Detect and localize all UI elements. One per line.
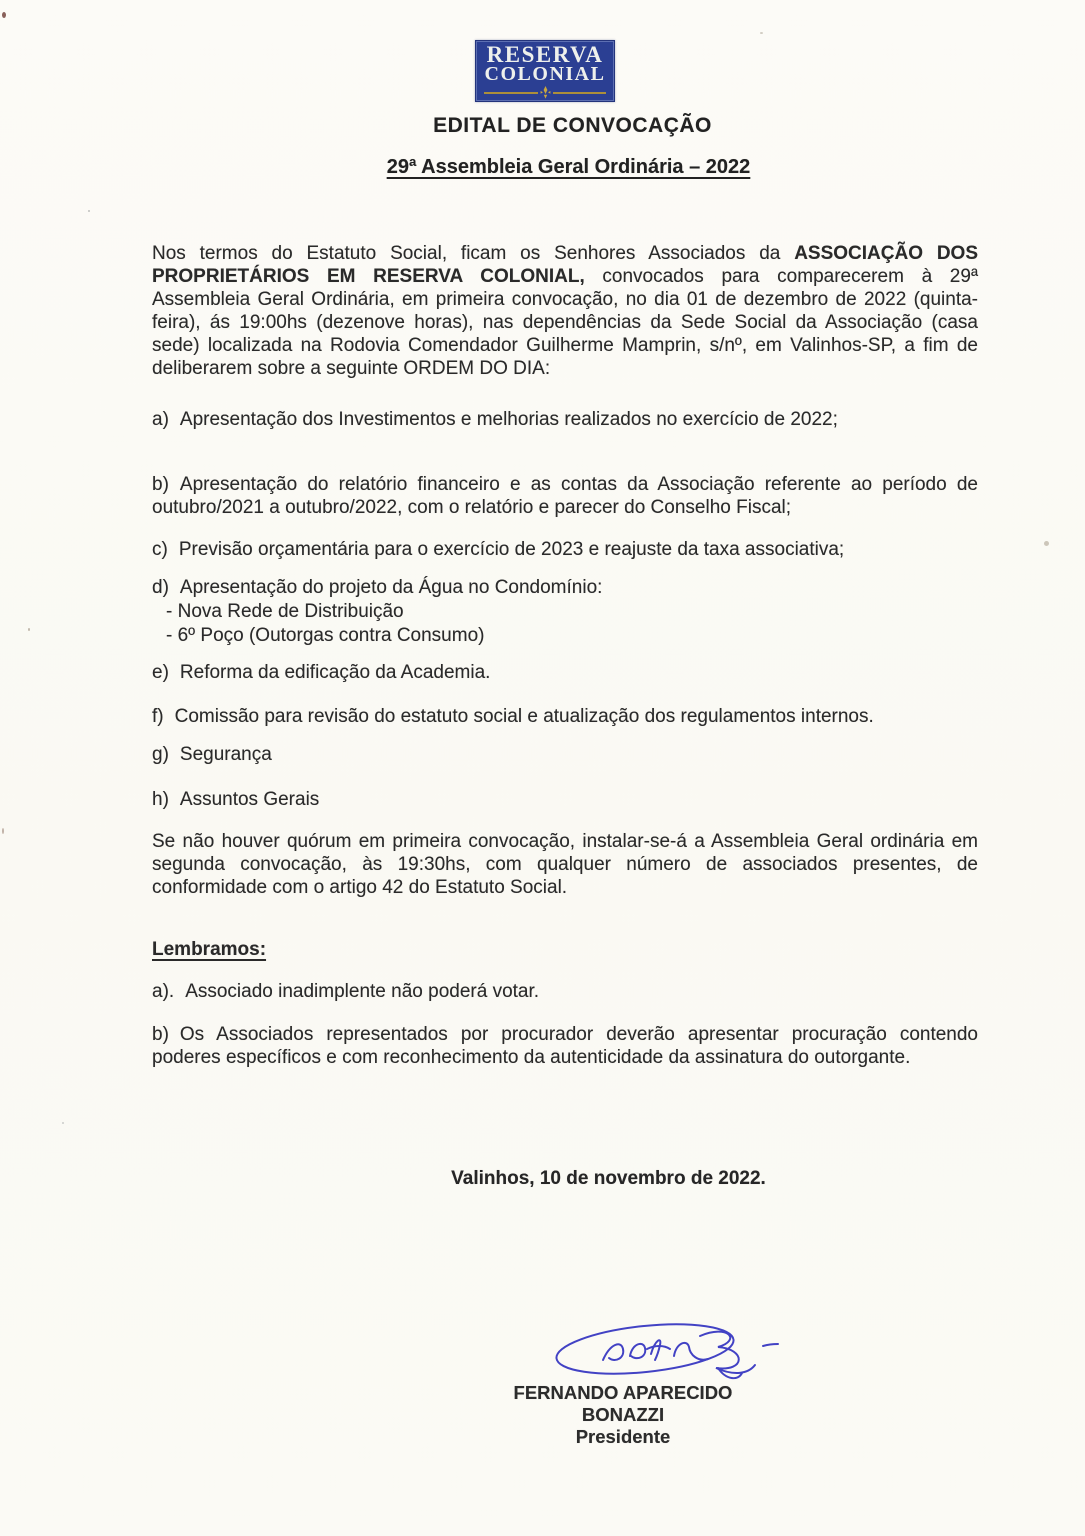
fleur-de-lis-icon <box>484 86 605 99</box>
scan-speck <box>760 32 763 34</box>
agenda-item-b <box>152 473 978 519</box>
agenda-label: g) <box>152 744 169 765</box>
reminders-heading-text: Lembramos: <box>152 939 267 960</box>
document-title: EDITAL DE CONVOCAÇÃO <box>433 114 712 137</box>
reminders-heading <box>152 938 978 961</box>
scan-speck <box>28 628 30 631</box>
agenda-text: Assuntos Gerais <box>179 789 320 810</box>
date-line: Valinhos, 10 de novembro de 2022. <box>451 1168 766 1189</box>
agenda-label: f) <box>152 706 164 727</box>
agenda-subitem: - Nova Rede de Distribuição <box>166 601 404 622</box>
signatory-title: Presidente <box>575 1426 671 1447</box>
reminder-item-b <box>152 1023 978 1069</box>
document-subtitle <box>26 156 1085 179</box>
agenda-item-h <box>152 788 978 811</box>
agenda-label: c) <box>152 539 168 560</box>
reminder-label: a). <box>152 981 175 1002</box>
agenda-text: Apresentação dos Investimentos e melhorias realizados no exercício de 2022; <box>179 409 838 430</box>
reminder-label: b) <box>152 1024 169 1045</box>
agenda-item-d <box>152 576 978 647</box>
scan-speck <box>2 12 6 18</box>
intro-text-1: Nos termos do Estatuto Social, ficam os Senhores Associados da <box>152 243 795 264</box>
agenda-text: Previsão orçamentária para o exercício de 2023 e reajuste da taxa associativa; <box>178 539 845 560</box>
logo-text-reserva: RESERVA <box>486 42 604 67</box>
agenda-item-d-main <box>152 576 978 599</box>
scan-speck <box>62 1122 64 1124</box>
signature-scribble <box>548 1316 798 1382</box>
quorum-paragraph: Se não houver quórum em primeira convocação, instalar-se-á a Assembleia Geral ordinária em segunda convocação, às 19:30hs, com qualquer número de associados presentes, de conformidade com o artigo 42 do Estatuto Social. <box>152 831 978 898</box>
agenda-text: Apresentação do relatório financeiro e as contas da Associação referente ao período de outubro/2021 a outubro/2022, com o relatório e parecer do Conselho Fiscal; <box>152 474 978 518</box>
signatory-name: FERNANDO APARECIDO BONAZZI <box>513 1382 733 1425</box>
agenda-text: Segurança <box>179 744 272 765</box>
agenda-item-e <box>152 661 978 684</box>
intro-text-2: convocados para comparecerem à 29ª Assembleia Geral Ordinária, em primeira convocação, no dia 01 de dezembro de 2022 (quinta-feira), ás 19:00hs (dezenove horas), nas dependências da Sede Social da Associação (casa sede) localizada na Rodovia Comendador Guilherme Mamprin, s/nº, em Valinhos-SP, a fim de deliberarem sobre a seguinte ORDEM DO DIA: <box>152 266 978 379</box>
agenda-text: Reforma da edificação da Academia. <box>179 662 491 683</box>
scan-speck <box>2 828 4 834</box>
agenda-item-c <box>152 538 978 561</box>
reminder-text: Os Associados representados por procurador deverão apresentar procuração contendo poderes específicos e com reconhecimento da autenticidade da assinatura do outorgante. <box>152 1024 978 1068</box>
reminder-text: Associado inadimplente não poderá votar. <box>185 981 540 1002</box>
reminder-item-a <box>152 980 978 1003</box>
agenda-label: h) <box>152 789 169 810</box>
signature-block <box>473 1382 773 1448</box>
association-name-bold: ASSOCIAÇÃO DOS PROPRIETÁRIOS EM RESERVA COLONIAL, <box>152 243 978 287</box>
agenda-item-g <box>152 743 978 766</box>
document-subtitle-text: 29ª Assembleia Geral Ordinária – 2022 <box>386 156 751 178</box>
reserva-colonial-logo <box>475 40 615 102</box>
scan-speck <box>88 210 90 212</box>
scan-speck <box>1044 541 1049 546</box>
agenda-label: b) <box>152 474 169 495</box>
agenda-text: Comissão para revisão do estatuto social e atualização dos regulamentos internos. <box>174 706 874 727</box>
intro-paragraph <box>152 242 978 380</box>
agenda-item-a <box>152 408 978 431</box>
agenda-item-f <box>152 705 978 728</box>
agenda-subitem: - 6º Poço (Outorgas contra Consumo) <box>166 625 485 646</box>
agenda-text: Apresentação do projeto da Água no Condomínio: <box>179 577 603 598</box>
agenda-label: a) <box>152 409 169 430</box>
agenda-label: e) <box>152 662 169 683</box>
logo-text-colonial: COLONIAL <box>484 63 606 85</box>
agenda-label: d) <box>152 577 169 598</box>
